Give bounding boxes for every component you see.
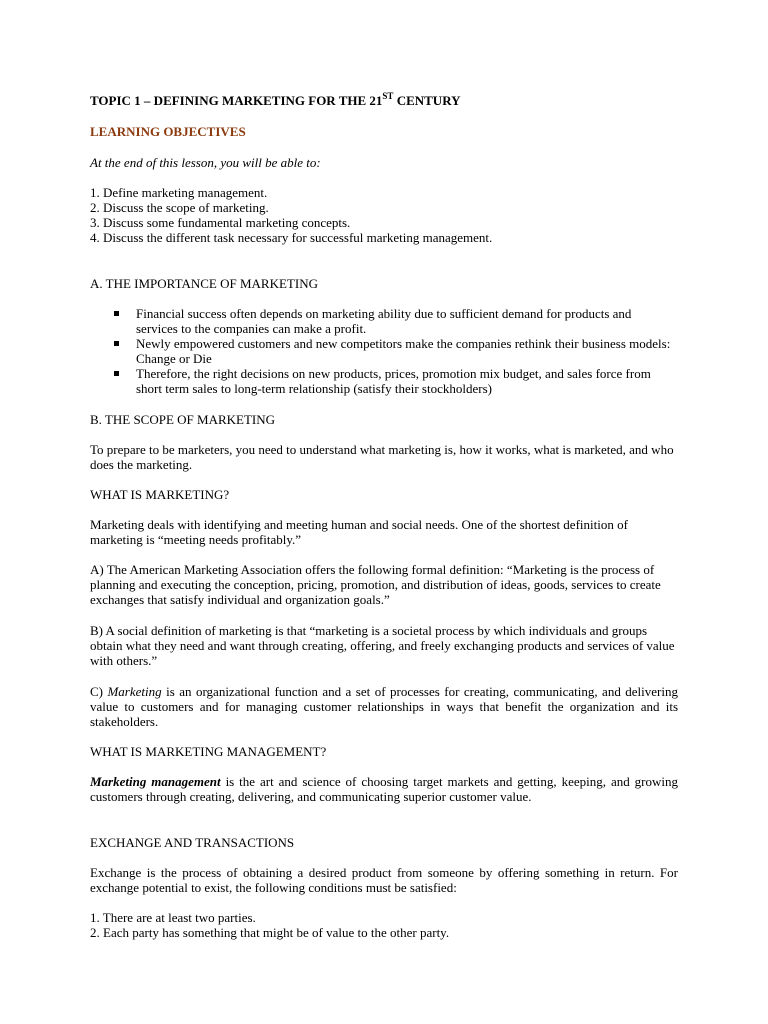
title-superscript: ST: [382, 90, 394, 101]
intro-text: At the end of this lesson, you will be able to:: [90, 155, 321, 170]
objective-item: 1. Define marketing management.: [90, 185, 268, 200]
objectives-list: [90, 185, 678, 245]
exchange-heading: EXCHANGE AND TRANSACTIONS: [90, 835, 295, 850]
objectives-heading: LEARNING OBJECTIVES: [90, 124, 246, 139]
bullet-icon: [114, 311, 119, 316]
objective-item: 4. Discuss the different task necessary for successful marketing management.: [90, 230, 493, 245]
organizational-definition-paragraph: C) Marketing is an organizational function and a set of processes for creating, communicating, and delivering value to customers and for managing customer relationships in ways that benefit the organization and its stakeholders.: [90, 684, 678, 729]
bullet-icon: [114, 341, 119, 346]
marketing-management-heading: WHAT IS MARKETING MANAGEMENT?: [90, 744, 327, 759]
scope-paragraph: To prepare to be marketers, you need to understand what marketing is, how it works, what is marketed, and who does the marketing.: [90, 442, 674, 472]
importance-bullets: [114, 306, 674, 396]
ama-definition-paragraph: A) The American Marketing Association offers the following formal definition: “Marketing is the process of planning and executing the conception, pricing, promotion, and distribution of ideas, goods, services to create exchanges that satisfy individual and organization goals.”: [90, 562, 661, 607]
exchange-conditions-list: [90, 910, 678, 940]
condition-item: 1. There are at least two parties.: [90, 910, 256, 925]
bullet-item: Financial success often depends on marketing ability due to sufficient demand for products and services to the companies can make a profit.: [114, 306, 674, 336]
title-main: TOPIC 1 – DEFINING MARKETING FOR THE 21: [90, 93, 383, 108]
objective-item: 2. Discuss the scope of marketing.: [90, 200, 269, 215]
exchange-paragraph: Exchange is the process of obtaining a desired product from someone by offering something in return. For exchange potential to exist, the following conditions must be satisfied:: [90, 865, 678, 895]
bullet-item: Therefore, the right decisions on new products, prices, promotion mix budget, and sales force from short term sales to long-term relationship (satisfy their stockholders): [114, 366, 674, 396]
marketing-management-paragraph: Marketing management is the art and science of choosing target markets and getting, keeping, and growing customers through creating, delivering, and communicating superior customer value.: [90, 774, 678, 804]
page-title: [90, 90, 678, 108]
section-a-heading: A. THE IMPORTANCE OF MARKETING: [90, 276, 318, 291]
objective-item: 3. Discuss some fundamental marketing concepts.: [90, 215, 351, 230]
marketing-definition-paragraph: Marketing deals with identifying and meeting human and social needs. One of the shortest definition of marketing is “meeting needs profitably.”: [90, 517, 628, 547]
bullet-item: Newly empowered customers and new competitors make the companies rethink their business models: Change or Die: [114, 336, 674, 366]
social-definition-paragraph: B) A social definition of marketing is that “marketing is a societal process by which individuals and groups obtain what they need and want through creating, offering, and freely exchanging products and services of value with others.”: [90, 623, 675, 668]
section-b-heading: B. THE SCOPE OF MARKETING: [90, 412, 276, 427]
condition-item: 2. Each party has something that might be of value to the other party.: [90, 925, 450, 940]
bullet-icon: [114, 371, 119, 376]
title-tail: CENTURY: [393, 93, 461, 108]
what-is-marketing-heading: WHAT IS MARKETING?: [90, 487, 230, 502]
